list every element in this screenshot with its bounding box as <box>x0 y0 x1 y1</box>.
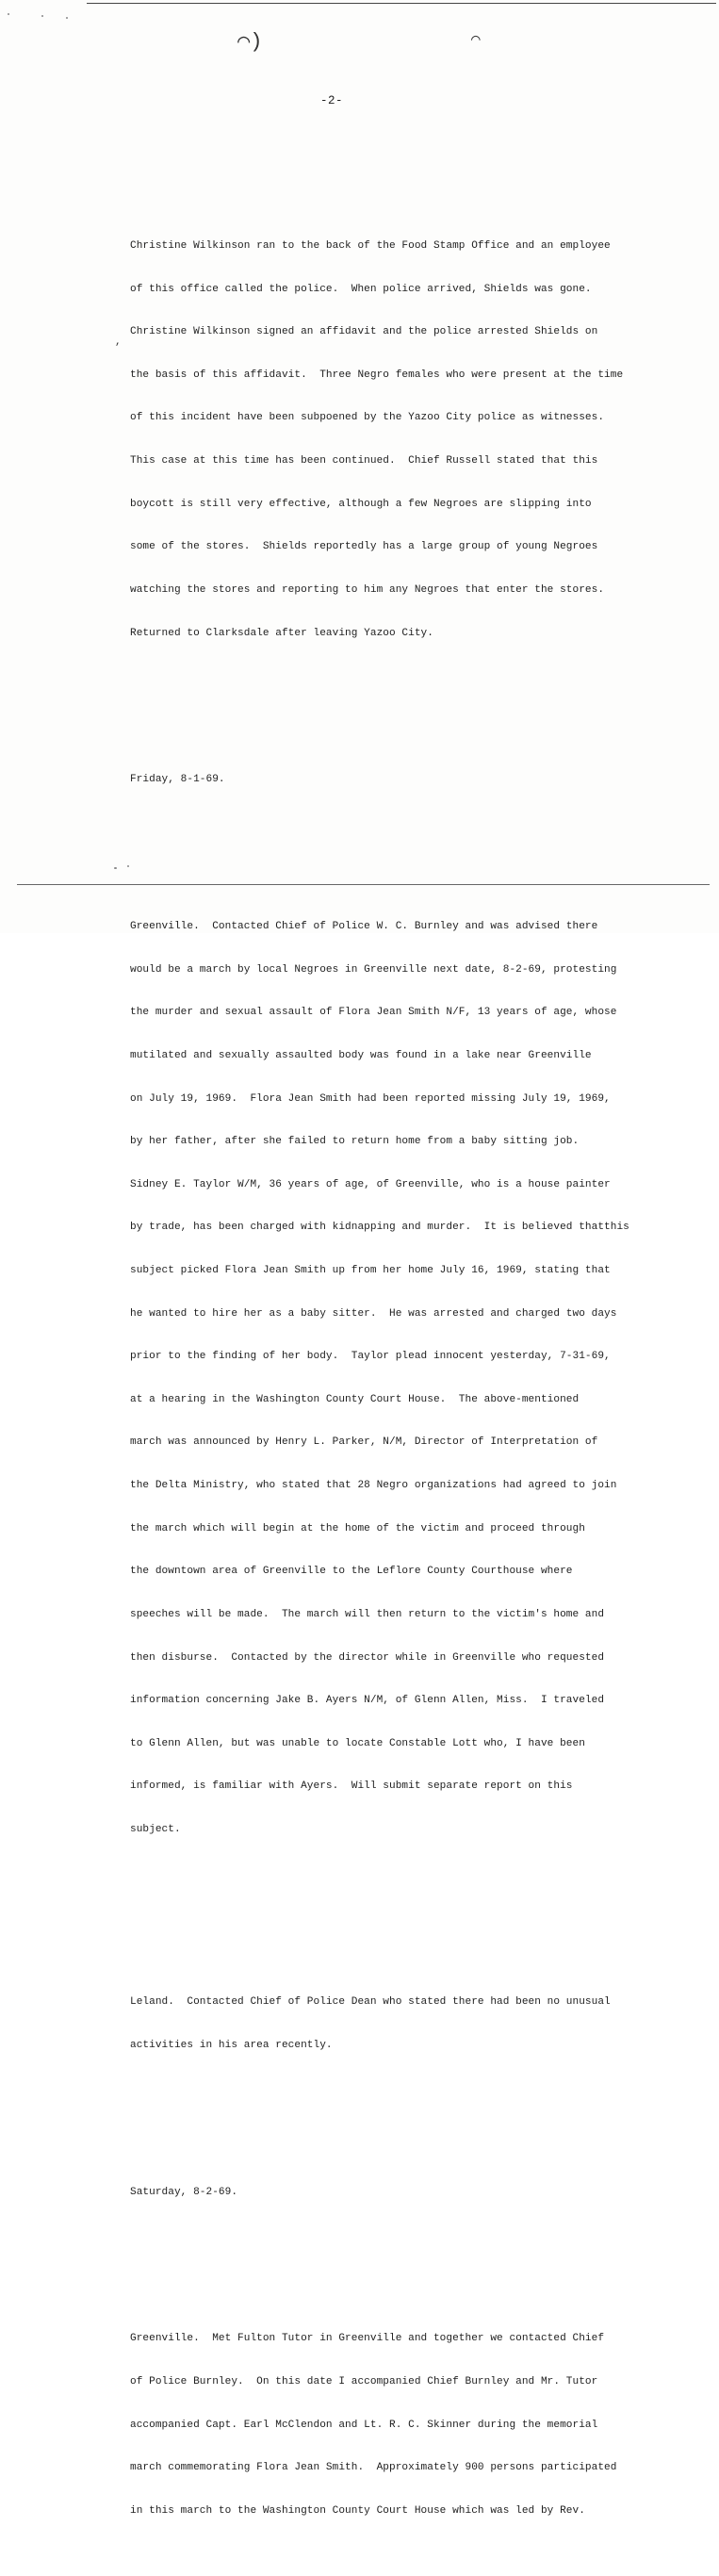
scan-speck <box>114 867 117 869</box>
date-heading-saturday: Saturday, 8-2-69. <box>130 2186 238 2198</box>
text-line: informed, is familiar with Ayers. Will submit separate report on this <box>130 1780 573 1793</box>
text-line: the murder and sexual assault of Flora Jean Smith N/F, 13 years of age, whose <box>130 1007 617 1019</box>
paragraph-greenville-memorial-march <box>130 2304 629 2547</box>
text-line: in this march to the Washington County Court House which was led by Rev. <box>130 2504 585 2517</box>
text-line: This case at this time has been continued. Chief Russell stated that this <box>130 455 598 468</box>
text-line: to Glenn Allen, but was unable to locate Constable Lott who, I have been <box>130 1737 585 1749</box>
scan-mark-left: ⌒) <box>237 30 263 54</box>
text-line: Christine Wilkinson signed an affidavit and the police arrested Shields on <box>130 326 598 338</box>
scan-speck <box>127 865 129 867</box>
text-line: would be a march by local Negroes in Greenville next date, 8-2-69, protesting <box>130 963 617 976</box>
paragraph-greenville-flora-jean-smith <box>130 892 629 1866</box>
text-line: subject. <box>130 1823 181 1835</box>
text-line: he wanted to hire her as a baby sitter. He was arrested and charged two days <box>130 1307 617 1320</box>
scan-speck <box>8 13 9 15</box>
paragraph-leland <box>130 1967 629 2082</box>
bottom-edge-rule <box>17 884 710 885</box>
text-line: of this incident have been subpoened by the Yazoo City police as witnesses. <box>130 412 605 424</box>
text-line: march commemorating Flora Jean Smith. Approximately 900 persons participated <box>130 2462 617 2474</box>
top-edge-rule <box>87 3 716 4</box>
text-line: Leland. Contacted Chief of Police Dean who stated there had been no unusual <box>130 1996 611 2009</box>
text-line: boycott is still very effective, although a few Negroes are slipping into <box>130 498 592 510</box>
text-line: accompanied Capt. Earl McClendon and Lt. R. C. Skinner during the memorial <box>130 2419 598 2431</box>
text-line: the downtown area of Greenville to the Leflore County Courthouse where <box>130 1566 573 1578</box>
text-line: the Delta Ministry, who stated that 28 Negro organizations had agreed to join <box>130 1480 617 1492</box>
text-line: Returned to Clarksdale after leaving Yazoo City. <box>130 627 433 639</box>
text-line: prior to the finding of her body. Taylor plead innocent yesterday, 7-31-69, <box>130 1351 611 1363</box>
text-line: on July 19, 1969. Flora Jean Smith had been reported missing July 19, 1969, <box>130 1092 611 1105</box>
text-line: subject picked Flora Jean Smith up from her home July 16, 1969, stating that <box>130 1265 611 1277</box>
report-body <box>130 168 629 2576</box>
text-line: Greenville. Met Fulton Tutor in Greenville and together we contacted Chief <box>130 2333 605 2345</box>
text-line: of this office called the police. When police arrived, Shields was gone. <box>130 283 592 295</box>
date-heading-friday: Friday, 8-1-69. <box>130 774 225 786</box>
text-line: then disburse. Contacted by the director while in Greenville who requested <box>130 1651 605 1664</box>
text-line: watching the stores and reporting to him any Negroes that enter the stores. <box>130 583 605 596</box>
text-line: the march which will begin at the home of the victim and proceed through <box>130 1522 585 1534</box>
text-line: speeches will be made. The march will then return to the victim's home and <box>130 1608 605 1620</box>
text-line: by her father, after she failed to return home from a baby sitting job. <box>130 1136 580 1148</box>
paragraph-yazoo-city-incident <box>130 211 629 670</box>
text-line: by trade, has been charged with kidnapping and murder. It is believed thatthis <box>130 1222 629 1234</box>
text-line: march was announced by Henry L. Parker, N/M, Director of Interpretation of <box>130 1436 598 1449</box>
scan-mark-right: ⌒ <box>471 31 481 48</box>
text-line: of Police Burnley. On this date I accompanied Chief Burnley and Mr. Tutor <box>130 2376 598 2388</box>
text-line: Sidney E. Taylor W/M, 36 years of age, of Greenville, who is a house painter <box>130 1178 611 1190</box>
margin-tick-mark: , <box>115 336 122 348</box>
text-line: mutilated and sexually assaulted body was found in a lake near Greenville <box>130 1049 592 1061</box>
text-line: the basis of this affidavit. Three Negro females who were present at the time <box>130 369 624 381</box>
text-line: Christine Wilkinson ran to the back of the Food Stamp Office and an employee <box>130 240 611 253</box>
text-line: Greenville. Contacted Chief of Police W. C. Burnley and was advised there <box>130 921 598 933</box>
text-line: at a hearing in the Washington County Court House. The above-mentioned <box>130 1393 580 1405</box>
text-line: information concerning Jake B. Ayers N/M, of Glenn Allen, Miss. I traveled <box>130 1695 605 1707</box>
scan-speck <box>41 15 43 17</box>
text-line: activities in his area recently. <box>130 2039 333 2051</box>
page-number: -2- <box>320 94 344 107</box>
text-line: some of the stores. Shields reportedly has a large group of young Negroes <box>130 541 598 553</box>
scan-speck <box>66 17 68 19</box>
